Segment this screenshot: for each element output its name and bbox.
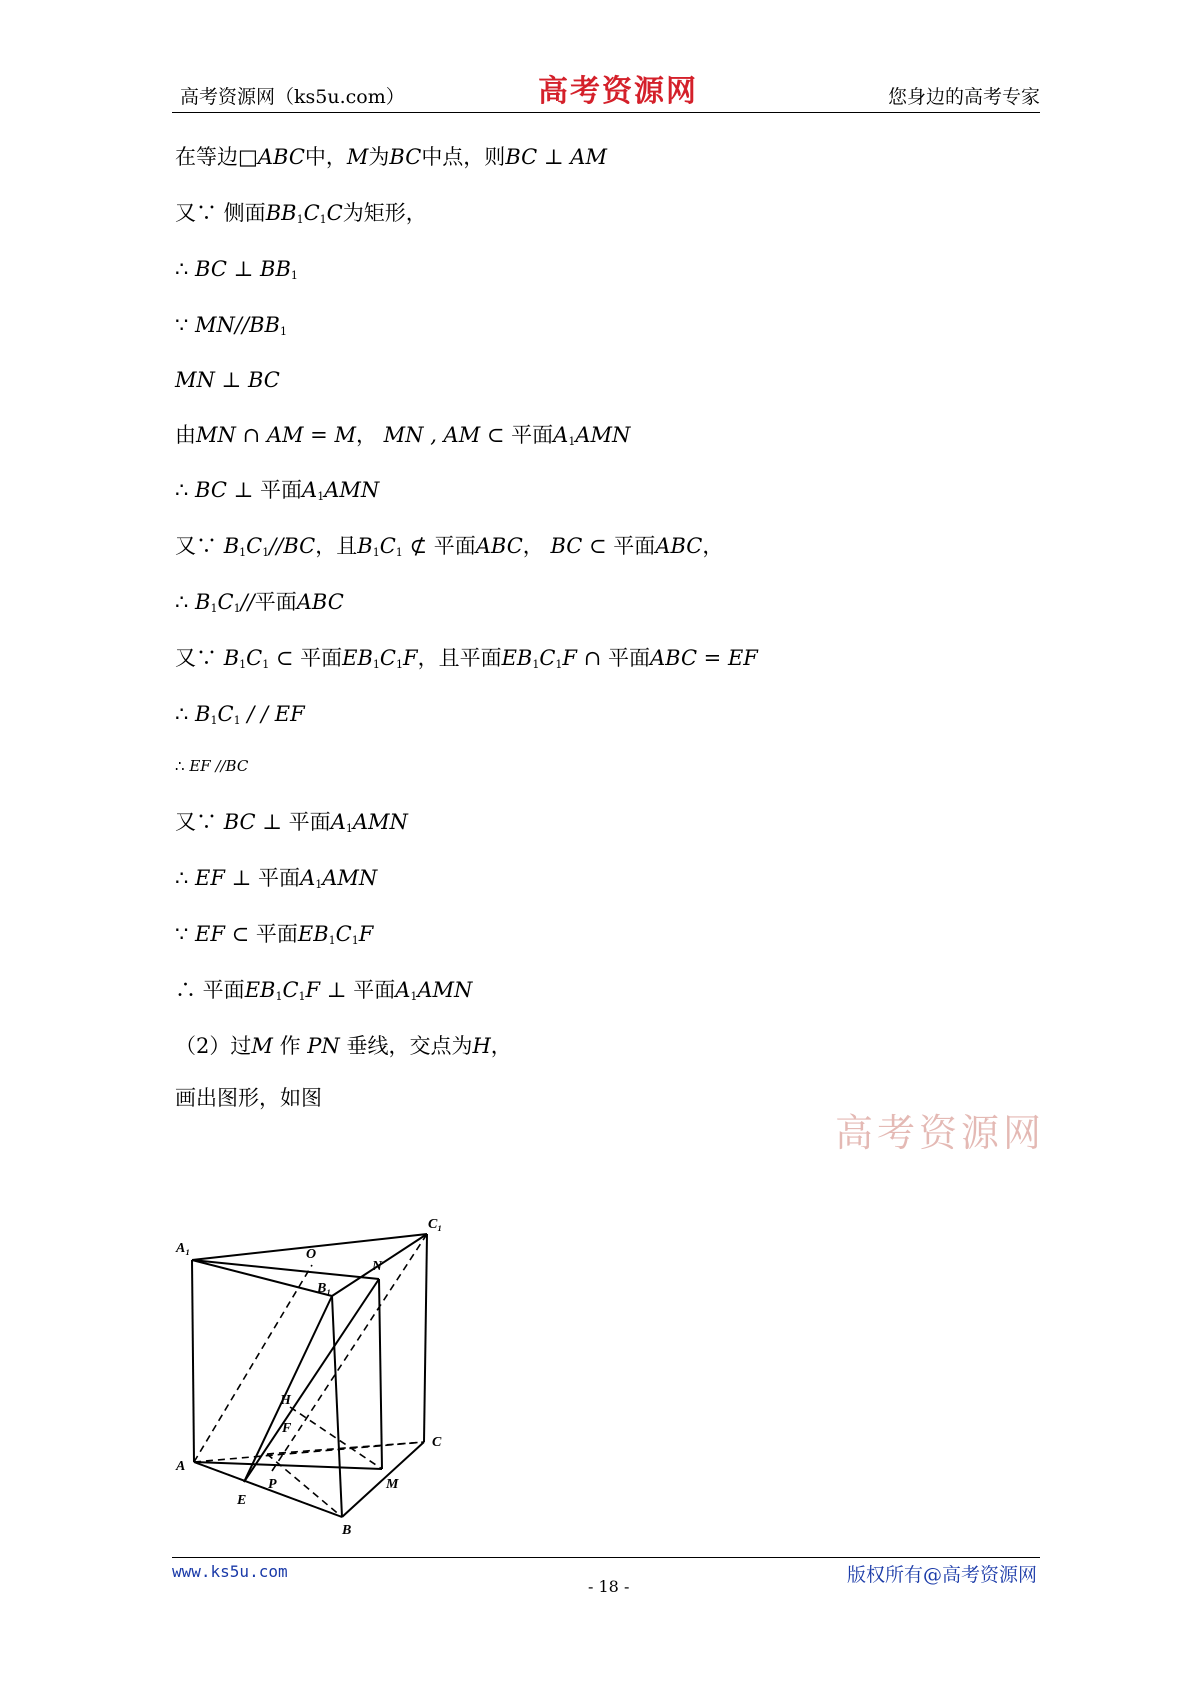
segment-AO-hidden <box>194 1265 312 1462</box>
subscript: 1 <box>328 934 336 947</box>
subscript: 1 <box>233 714 241 727</box>
math-expression: EB <box>297 922 329 946</box>
header-logo: 高考资源网 <box>538 74 698 109</box>
text-run: 又∵ <box>175 646 224 670</box>
proof-line <box>175 421 630 456</box>
math-expression: B <box>357 534 373 558</box>
math-expression: BC <box>550 534 583 558</box>
math-expression: ABC <box>475 534 523 558</box>
subscript: 1 <box>296 213 304 226</box>
math-expression: B <box>223 534 240 558</box>
math-expression: AMN <box>324 478 380 502</box>
proof-line <box>175 311 287 346</box>
math-expression: C <box>379 646 396 670</box>
text-run: ，且 <box>315 534 358 558</box>
math-expression: MN ∩ AM = M <box>196 423 356 447</box>
math-expression: EF //BC <box>189 757 249 775</box>
footer-url[interactable]: www.ks5u.com <box>172 1562 288 1581</box>
text-run: ， <box>355 423 384 447</box>
text-run: ⊂ 平面 <box>269 646 343 670</box>
subscript: 1 <box>239 658 247 671</box>
math-expression: EF <box>195 922 225 946</box>
math-expression: BC <box>389 145 422 169</box>
label-B: B <box>342 1523 352 1538</box>
text-run: 在等边□ <box>175 145 258 169</box>
text-run: 又∵ <box>175 534 224 558</box>
math-expression: A <box>330 810 346 834</box>
text-run: ⊥ 平面 <box>226 478 303 502</box>
subscript: 1 <box>396 658 403 671</box>
label-H: H <box>280 1393 291 1408</box>
proof-line <box>175 1084 322 1112</box>
text-run: ∴ <box>175 702 196 726</box>
label-F: F <box>282 1421 292 1436</box>
subscript: 1 <box>290 269 298 282</box>
math-expression: ABC <box>655 534 703 558</box>
footer-rule <box>172 1557 1040 1558</box>
math-expression: C <box>379 534 396 558</box>
text-run: （2）过 <box>175 1034 252 1058</box>
text-run: ∴ <box>175 866 196 890</box>
math-expression: B <box>195 590 211 614</box>
math-expression: M <box>346 145 369 169</box>
math-expression: C <box>282 978 299 1002</box>
math-expression: // <box>240 590 255 614</box>
math-expression: A <box>395 978 411 1002</box>
subscript: 1 <box>298 990 306 1003</box>
math-expression: BC ⊥ AM <box>505 145 607 169</box>
math-expression: C <box>326 201 343 225</box>
text-run: ， <box>522 534 551 558</box>
subscript: 1 <box>262 546 270 559</box>
math-expression: BC <box>195 478 227 502</box>
proof-line <box>175 976 472 1011</box>
math-expression: C <box>539 646 556 670</box>
subscript: 1 <box>262 658 270 671</box>
math-expression: AMN <box>575 423 631 447</box>
label-C1: C₁ <box>428 1217 443 1232</box>
subscript: 1 <box>210 602 218 615</box>
text-run: ⊥ 平面 <box>320 978 396 1002</box>
math-expression: / / EF <box>240 702 305 726</box>
math-expression: EF <box>195 866 225 890</box>
proof-line <box>175 476 379 511</box>
text-run: 为矩形， <box>342 201 427 225</box>
math-expression: MN//BB <box>195 313 280 337</box>
math-expression: ABC <box>257 145 305 169</box>
text-run: ∵ <box>175 922 196 946</box>
subscript: 1 <box>372 546 380 559</box>
math-expression: EB <box>342 646 373 670</box>
proof-line <box>175 255 298 290</box>
subscript: 1 <box>275 990 283 1003</box>
subscript: 1 <box>395 546 403 559</box>
text-run: ∴ <box>175 757 190 775</box>
edge-BC <box>342 1442 424 1517</box>
subscript: 1 <box>410 990 418 1003</box>
math-expression: ABC = EF <box>649 646 758 670</box>
subscript: 1 <box>555 658 563 671</box>
edge-B1B <box>332 1296 342 1517</box>
text-run: 又∵ <box>175 810 224 834</box>
proof-line <box>175 808 408 843</box>
text-run: 垂线，交点为 <box>339 1034 473 1058</box>
subscript: 1 <box>239 546 247 559</box>
text-run: ， <box>490 1034 512 1058</box>
segment-EN <box>244 1279 379 1482</box>
math-expression: A <box>553 423 569 447</box>
text-run: ， <box>702 534 724 558</box>
math-expression: PN <box>307 1034 340 1058</box>
text-run: 画出图形，如图 <box>175 1086 322 1110</box>
text-run: 由 <box>175 423 196 447</box>
math-expression: B <box>195 702 211 726</box>
edge-A1A <box>192 1260 194 1462</box>
proof-line <box>175 920 373 955</box>
proof-line <box>175 700 305 735</box>
math-expression: //BC <box>269 534 316 558</box>
math-expression: C <box>335 922 352 946</box>
text-run: ⊂ 平面 <box>582 534 656 558</box>
text-run: ∴ <box>175 257 196 281</box>
subscript: 1 <box>233 602 241 615</box>
text-run: ⊄ 平面 <box>402 534 476 558</box>
math-expression: AMN <box>322 866 378 890</box>
math-expression: ABC <box>296 590 344 614</box>
text-run: ⊥ 平面 <box>224 866 301 890</box>
label-O: O <box>306 1247 317 1262</box>
math-expression: MN ⊥ BC <box>175 368 280 392</box>
label-E: E <box>237 1493 247 1508</box>
math-expression: C <box>217 702 234 726</box>
segment-B1E <box>244 1296 332 1482</box>
label-N: N <box>372 1259 383 1274</box>
edge-C1C <box>424 1234 427 1442</box>
text-run: ∴ <box>175 478 196 502</box>
math-expression: F <box>562 646 577 670</box>
text-run: ∴ 平面 <box>175 978 245 1002</box>
math-expression: A <box>302 478 318 502</box>
subscript: 1 <box>345 822 353 835</box>
subscript: 1 <box>315 878 323 891</box>
math-expression: C <box>217 590 234 614</box>
proof-line <box>175 366 280 394</box>
text-run: ∩ 平面 <box>577 646 650 670</box>
proof-line <box>175 143 607 171</box>
math-expression: EB <box>244 978 276 1002</box>
math-expression: C <box>246 534 263 558</box>
footer-copyright: 版权所有@高考资源网 <box>846 1564 1037 1586</box>
math-expression: A <box>300 866 316 890</box>
subscript: 1 <box>351 934 359 947</box>
math-expression: BC <box>223 810 256 834</box>
math-expression: F <box>358 922 374 946</box>
text-run: 平面 <box>254 590 297 614</box>
math-expression: AMN <box>352 810 408 834</box>
subscript: 1 <box>532 658 540 671</box>
label-B1: B₁ <box>317 1281 332 1296</box>
segment-HM-hidden <box>290 1407 382 1469</box>
text-run: 中， <box>304 145 347 169</box>
proof-line <box>175 1032 512 1060</box>
text-run: 为 <box>368 145 390 169</box>
text-run: ⊥ 平面 <box>255 810 331 834</box>
math-expression: H <box>472 1034 491 1058</box>
math-expression: C <box>303 201 320 225</box>
text-run: 作 <box>272 1034 308 1058</box>
text-run: ∵ <box>175 313 196 337</box>
subscript: 1 <box>319 213 327 226</box>
math-expression: C <box>246 646 263 670</box>
math-expression: B <box>223 646 240 670</box>
text-run: ∴ <box>175 590 196 614</box>
proof-line <box>175 532 723 567</box>
math-expression: F <box>305 978 321 1002</box>
subscript: 1 <box>317 490 325 503</box>
proof-line <box>175 644 758 679</box>
math-expression: MN , AM <box>383 423 481 447</box>
text-run: ⊂ 平面 <box>480 423 554 447</box>
text-run: ，且平面 <box>417 646 502 670</box>
math-expression: EB <box>501 646 533 670</box>
segment-AM <box>194 1462 382 1469</box>
proof-line <box>175 752 248 780</box>
math-expression: F <box>403 646 418 670</box>
segment-A1N <box>192 1260 379 1279</box>
math-expression: BB <box>265 201 297 225</box>
label-C: C <box>432 1435 442 1450</box>
subscript: 1 <box>210 714 218 727</box>
header-tagline: 您身边的高考专家 <box>887 86 1040 108</box>
text-run: ⊂ 平面 <box>224 922 298 946</box>
math-expression: M <box>251 1034 273 1058</box>
segment-FB-hidden <box>267 1454 342 1517</box>
proof-line <box>175 864 377 899</box>
header-rule <box>172 112 1040 113</box>
header-site-name: 高考资源网（ks5u.com） <box>180 86 405 108</box>
watermark: 高考资源网 <box>835 1111 1046 1155</box>
label-P: P <box>268 1477 277 1492</box>
subscript: 1 <box>568 435 576 448</box>
label-M: M <box>386 1477 399 1492</box>
math-expression: BC ⊥ BB <box>195 257 291 281</box>
page-number: - 18 - <box>588 1577 630 1596</box>
text-run: 又∵ 侧面 <box>175 201 266 225</box>
proof-line <box>175 199 427 234</box>
proof-line <box>175 588 344 623</box>
label-A1: A₁ <box>176 1241 191 1256</box>
subscript: 1 <box>279 325 287 338</box>
prism-figure <box>172 1212 462 1542</box>
subscript: 1 <box>372 658 380 671</box>
text-run: 中点，则 <box>421 145 506 169</box>
label-A: A <box>176 1459 186 1474</box>
math-expression: AMN <box>417 978 473 1002</box>
